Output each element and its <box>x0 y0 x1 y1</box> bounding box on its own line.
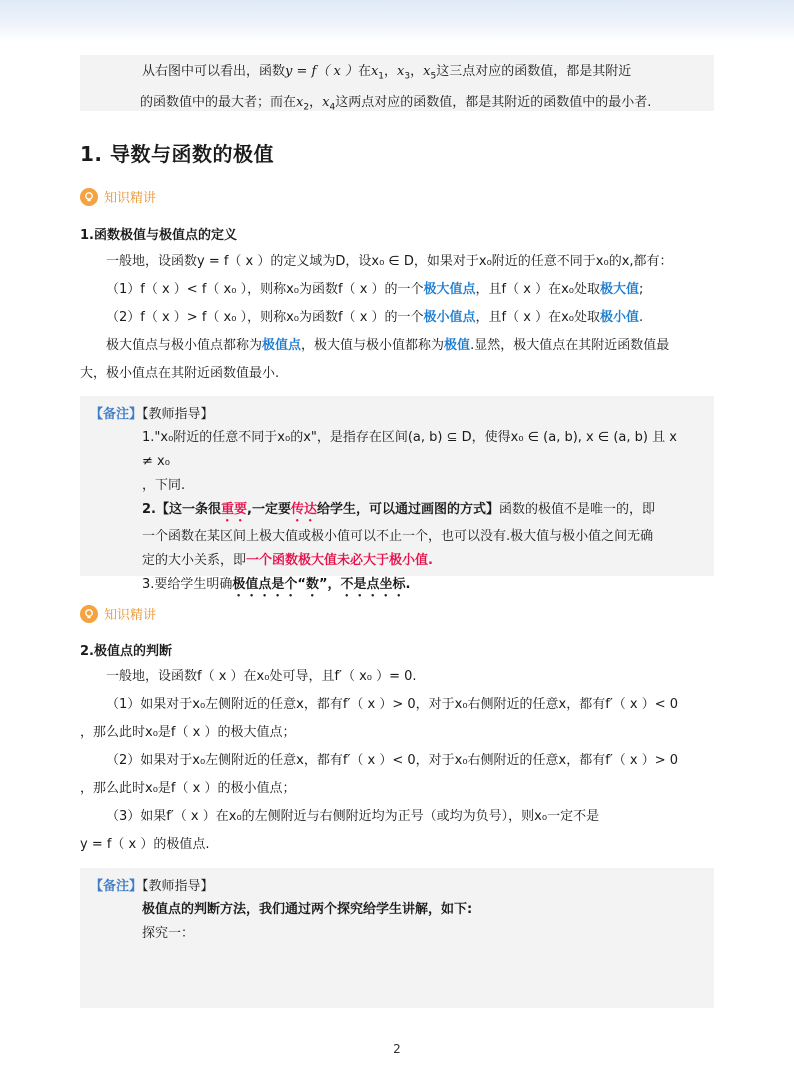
badge-label: 知识精讲 <box>104 608 157 623</box>
judgement-body <box>80 663 714 859</box>
term-highlight: 极值 <box>444 338 471 353</box>
lightbulb-icon <box>80 188 98 206</box>
note-guide: 【教师指导】 <box>142 879 214 894</box>
intro-text: 这两点对应的函数值，都是其附近的函数值中的最小者. <box>335 94 652 110</box>
math-var: x <box>397 64 405 79</box>
lightbulb-icon <box>80 605 98 623</box>
math-var: x <box>423 64 431 79</box>
math-var: x <box>322 94 330 110</box>
term-highlight: 极大值点 <box>423 282 476 297</box>
note-emphasis: 2.【这一条很 <box>142 502 221 517</box>
term-highlight: 极小值点 <box>423 310 476 325</box>
note-tag: 【备注】 <box>90 407 143 422</box>
knowledge-badge <box>80 187 156 206</box>
paragraph: 一般地，设函数y = f（ x ）的定义域为D，设x₀ ∈ D，如果对于x₀附近的任意不同于x₀的x,都有： <box>106 254 673 269</box>
math-sub: 1 <box>378 71 385 82</box>
note-red: 重要 <box>220 502 247 517</box>
note-emphasis: 极值点是个“数”，不是点坐标 <box>232 577 406 592</box>
note-item: 探究一： <box>142 926 195 941</box>
header-band <box>0 0 794 42</box>
text: ; <box>639 282 644 297</box>
section-heading: 1. 导数与函数的极值 <box>80 142 274 166</box>
text: 极大值点与极小值点都称为 <box>106 338 263 353</box>
paragraph <box>80 332 714 360</box>
intro-line-1: 从右图中可以看出，函数y = f（ x ）在$x_1$，$x_3$，$x_5$这三点对应的函数值，都是其附近 <box>142 64 632 82</box>
note-emphasis: 给学生，可以通过画图的方式】 <box>316 502 499 517</box>
intro-box <box>80 55 714 111</box>
knowledge-badge <box>80 604 156 623</box>
text: （1）f（ x ）< f（ x₀ ），则称x₀为函数f（ x ）的一个 <box>106 282 424 297</box>
note-item: 一个函数在某区间上极大值或极小值可以不止一个，也可以没有.极大值与极小值之间无确 <box>142 529 654 544</box>
math-expr: y = f（ x ） <box>285 64 358 79</box>
paragraph: （2）如果对于x₀左侧附近的任意x，都有f′（ x ）< 0，对于x₀右侧附近的任意x，都有f′（ x ）> 0 <box>106 753 679 768</box>
math-sub: 3 <box>404 71 411 82</box>
sub-title-definition: 1.函数极值与极值点的定义 <box>80 228 237 243</box>
math-sub: 5 <box>430 71 437 82</box>
math-sub: 4 <box>329 102 336 113</box>
note-red: 传达 <box>290 502 317 517</box>
intro-line-2: 的函数值中的最大者；而在$x_2$，$x_4$这两点对应的函数值，都是其附近的函数值中的最小者. <box>140 94 652 113</box>
paragraph <box>80 304 714 332</box>
text: .显然，极大值点在其附近函数值最 <box>470 338 670 353</box>
paragraph: y = f（ x ）的极值点. <box>80 837 210 852</box>
note-emphasis: ,一定要 <box>247 502 291 517</box>
term-highlight: 极小值 <box>600 310 640 325</box>
text: ，极大值与极小值都称为 <box>301 338 445 353</box>
note-item: ，下同. <box>142 478 186 493</box>
note-item <box>80 498 714 525</box>
note-item <box>80 549 714 573</box>
page-number: 2 <box>393 1042 401 1056</box>
intro-text: 在 <box>357 64 371 79</box>
text: . <box>639 310 644 325</box>
note-item <box>80 573 714 600</box>
paragraph: ，那么此时x₀是f（ x ）的极小值点； <box>80 781 296 796</box>
note-tag: 【备注】 <box>90 879 143 894</box>
math-var: x <box>296 94 304 110</box>
note-red: 一个函数极大值未必大于极小值. <box>246 553 433 568</box>
paragraph: （3）如果f′（ x ）在x₀的左侧附近与右侧附近均为正号（或均为负号），则x₀一定不是 <box>106 809 600 824</box>
definition-body <box>80 248 714 388</box>
paragraph: 大，极小值点在其附近函数值最小. <box>80 366 280 381</box>
badge-label: 知识精讲 <box>104 191 157 206</box>
intro-text: 从右图中可以看出，函数 <box>142 64 286 79</box>
math-var: x <box>370 64 379 79</box>
term-highlight: 极大值 <box>600 282 640 297</box>
paragraph: ，那么此时x₀是f（ x ）的极大值点； <box>80 725 296 740</box>
intro-text: 的函数值中的最大者；而在 <box>140 94 297 110</box>
intro-text: 这三点对应的函数值，都是其附近 <box>436 64 632 79</box>
paragraph: （1）如果对于x₀左侧附近的任意x，都有f′（ x ）> 0，对于x₀右侧附近的任意x，都有f′（ x ）< 0 <box>106 697 679 712</box>
note-header <box>80 404 714 426</box>
text: 3.要给学生明确 <box>142 577 233 592</box>
text: ，且f（ x ）在x₀处取 <box>475 310 600 325</box>
text: 函数的极值不是唯一的，即 <box>498 502 655 517</box>
text: 定的大小关系，即 <box>142 553 247 568</box>
math-sub: 2 <box>303 102 310 113</box>
text: ，且f（ x ）在x₀处取 <box>475 282 600 297</box>
text: . <box>405 577 411 592</box>
term-highlight: 极值点 <box>262 338 302 353</box>
note-header <box>80 876 714 898</box>
paragraph: 一般地，设函数f（ x ）在x₀处可导，且f′（ x₀ ）= 0. <box>106 669 417 684</box>
note-box-1 <box>80 396 714 592</box>
note-guide: 【教师指导】 <box>142 407 214 422</box>
paragraph <box>80 276 714 304</box>
note-item: 极值点的判断方法，我们通过两个探究给学生讲解，如下: <box>142 902 473 917</box>
text: （2）f（ x ）> f（ x₀ ），则称x₀为函数f（ x ）的一个 <box>106 310 424 325</box>
note-box-2 <box>80 868 714 1008</box>
sub-title-judgement: 2.极值点的判断 <box>80 644 172 659</box>
note-item: 1."x₀附近的任意不同于x₀的x"，是指存在区间(a, b) ⊆ D，使得x₀ ∈ (a, b), x ∈ (a, b) 且 x ≠ x₀ <box>142 430 677 469</box>
